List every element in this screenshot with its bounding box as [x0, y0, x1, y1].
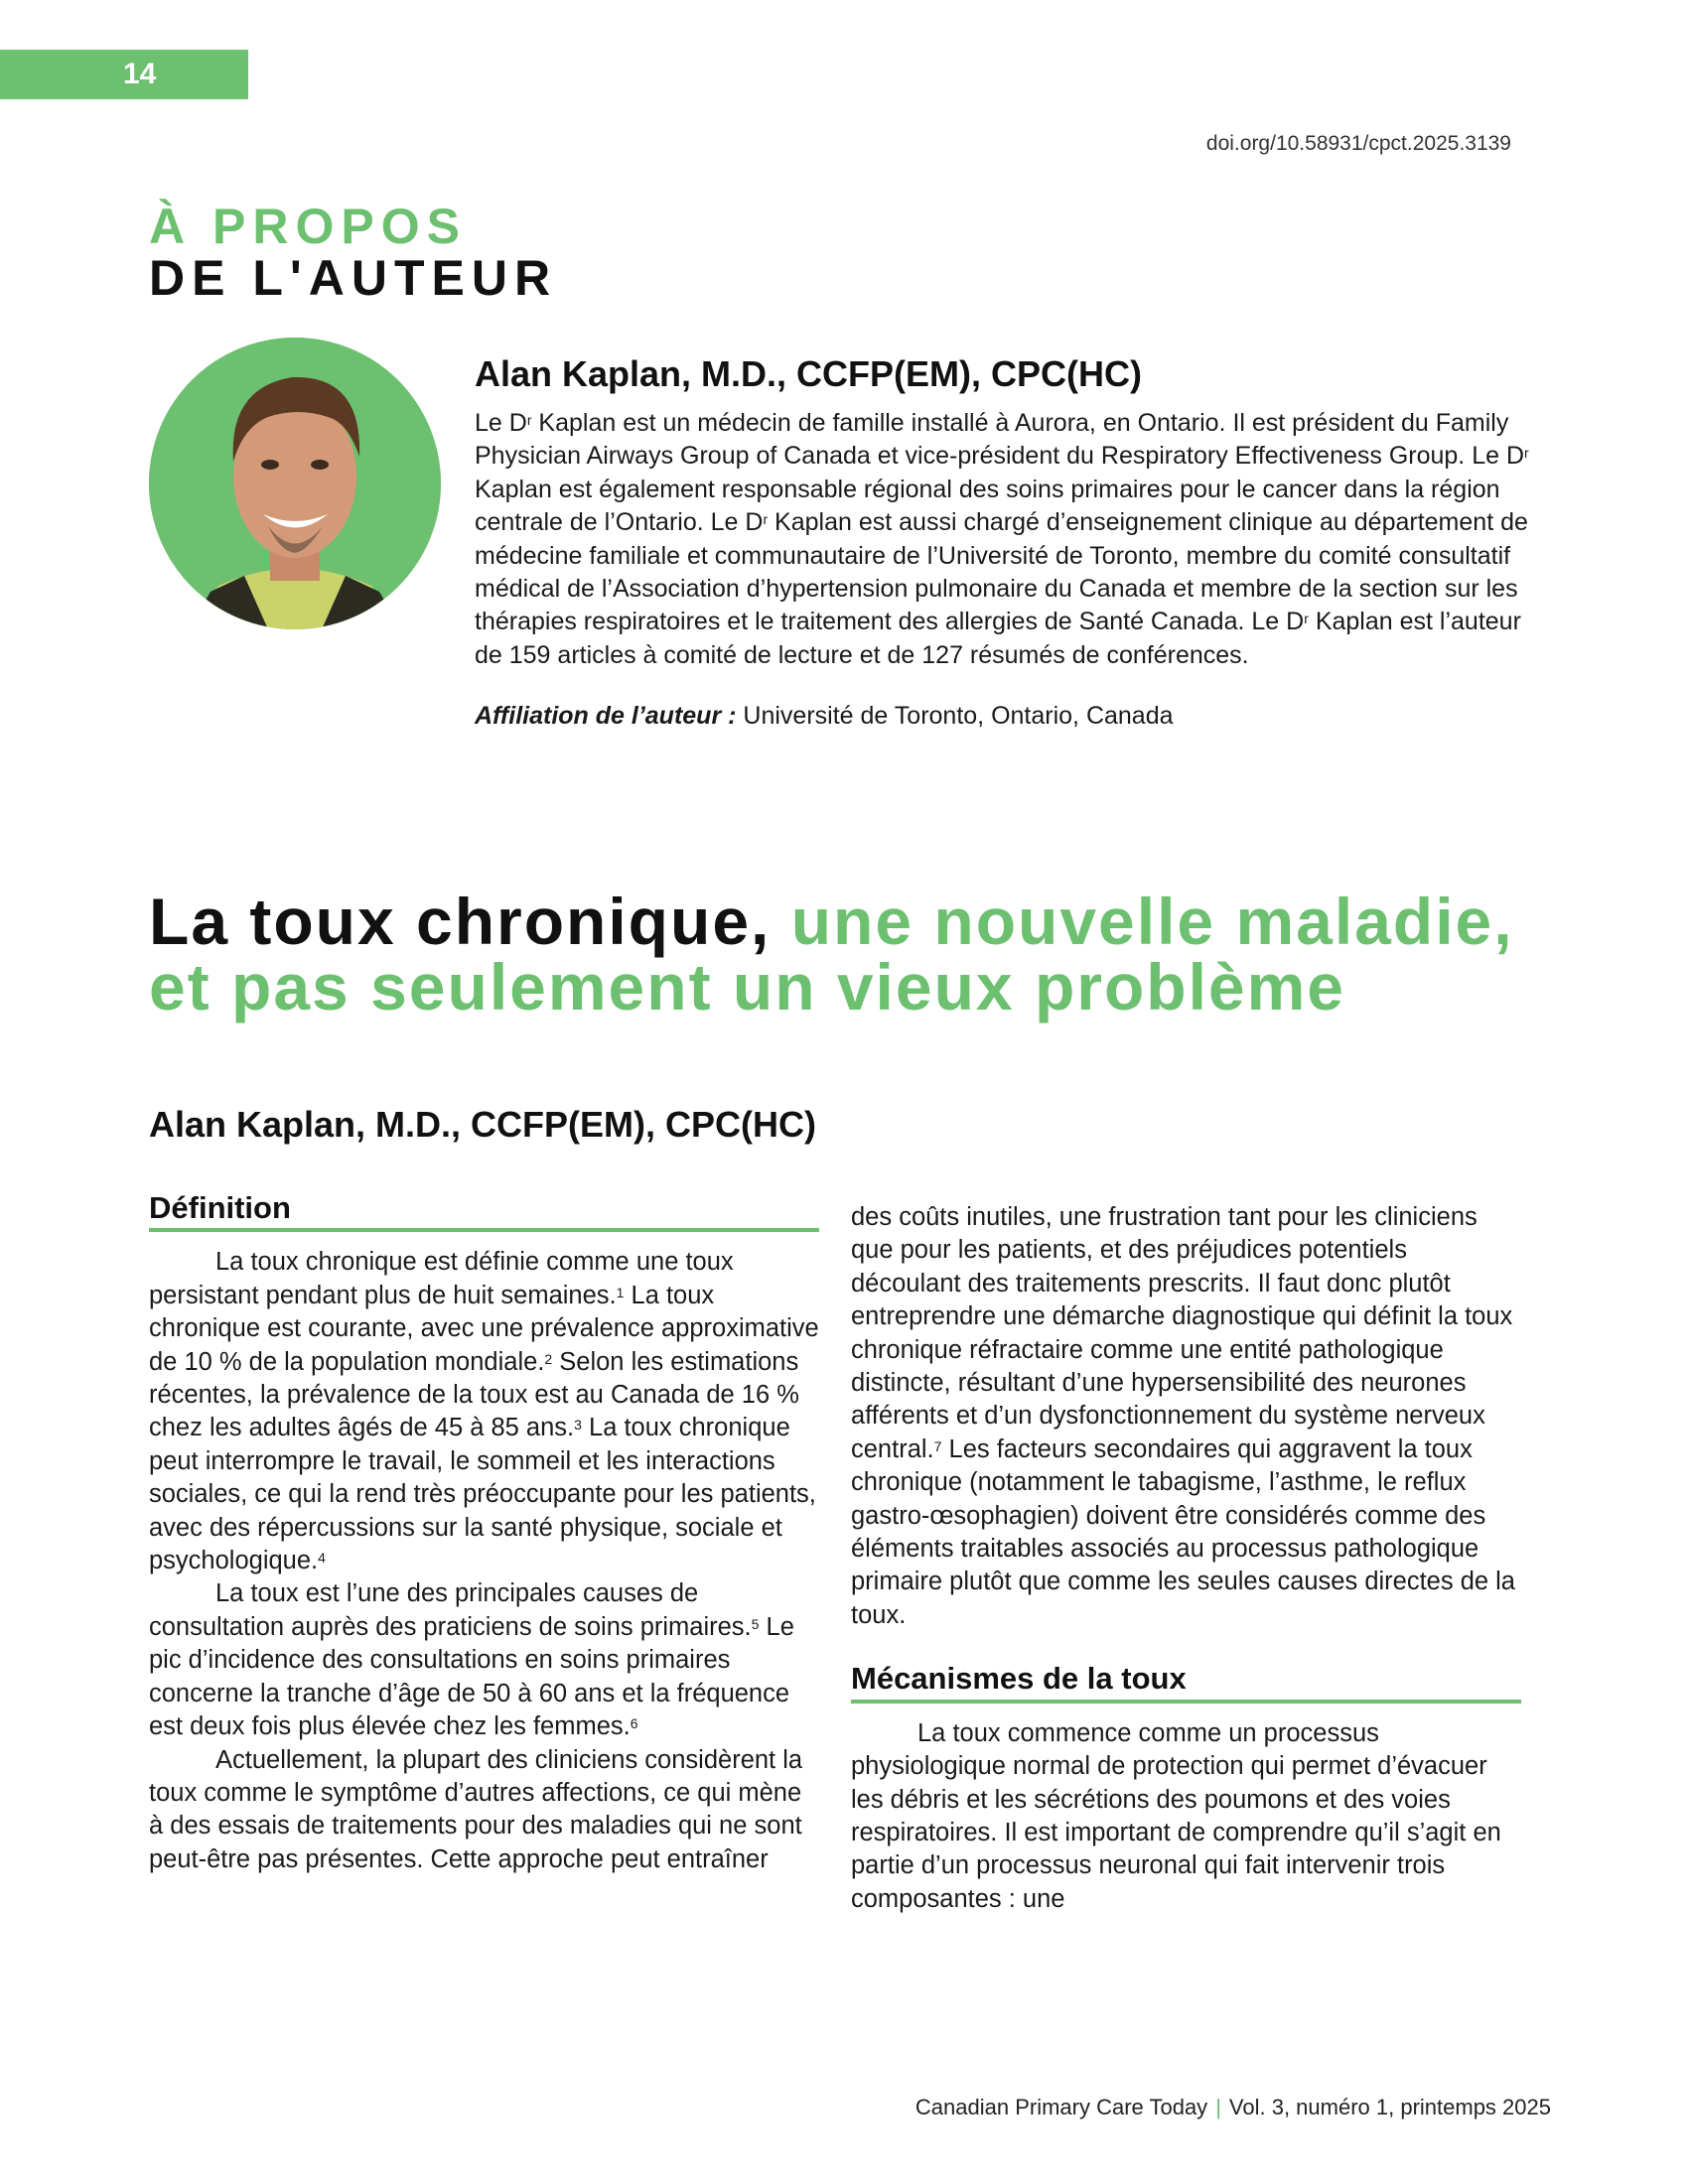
about-author-block — [475, 353, 1529, 731]
about-author-heading — [149, 201, 557, 304]
page-number-tab — [0, 50, 248, 99]
journal-name: Canadian Primary Care Today — [914, 2095, 1208, 2119]
left-column — [149, 1191, 819, 1876]
author-affiliation — [475, 702, 1529, 731]
section-heading-definition: Définition — [149, 1191, 819, 1232]
paragraph: La toux commence comme un processus physiologique normal de protection qui permet d’évacuer les débris et les sécrétions des poumons et des voies respiratoires. Il est important de comprendre qu’il s’agit en partie d’un processus neuronal qui fait intervenir trois composantes : une — [851, 1718, 1501, 1913]
about-heading-line2: DE L'AUTEUR — [149, 250, 558, 306]
author-bio: Le $D^r$ Kaplan est un médecin de famille installé à Aurora, en Ontario. Il est président du Family Physician Airways Group of Canada et vice-président du Respiratory Effectiveness Group. Le $D^r$ Kaplan est également responsable régional des soins primaires pour le cancer dans la région centrale de l’Ontario. Le $D^r$ Kaplan est aussi chargé d’enseignement clinique au département de médecine familiale et communautaire de l’Université de Toronto, membre du comité consultatif médical de l’Association d’hypertension pulmonaire du Canada et membre de la section sur les thérapies respiratoires et le traitement des allergies de Santé Canada. Le $D^r$ Kaplan est l’auteur de 159 articles à comité de lecture et de 127 résumés de conférences. — [475, 409, 1529, 669]
paragraph: La toux est l’une des principales causes de consultation auprès des praticiens de soins primaires.$^5$ Le pic d’incidence des consultations en soins primaires concerne la tranche d’âge de 50 à 60 ans et la fréquence est deux fois plus élevée chez les femmes.$^6$ — [149, 1579, 794, 1741]
footer-separator: | — [1215, 2095, 1221, 2119]
paragraph: La toux chronique est définie comme une toux persistant pendant plus de huit semaines.$^1$ La toux chronique est courante, avec une prévalence approximative de 10 % de la population mondiale.$^2$ Selon les estimations récentes, la prévalence de la toux est au Canada de 16 % chez les adultes âgés de 45 à 85 ans.$^3$ La toux chronique peut interrompre le travail, le sommeil et les interactions sociales, ce qui la rend très préoccupante pour les patients, avec des répercussions sur la santé physique, sociale et psychologique.$^4$ — [149, 1248, 819, 1575]
page-footer — [915, 2095, 1551, 2120]
footnote-ref: 4 — [318, 1550, 326, 1567]
issue-info: Vol. 3, numéro 1, printemps 2025 — [1228, 2095, 1551, 2119]
section-heading-mechanisms: Mécanismes de la toux — [851, 1662, 1521, 1703]
footnote-ref: 7 — [933, 1437, 942, 1454]
footnote-ref: 1 — [616, 1284, 625, 1300]
right-column — [851, 1201, 1521, 1916]
footnote-ref: r — [1304, 611, 1309, 627]
title-dark-part: La toux chronique, — [149, 885, 791, 958]
about-heading-line1: À PROPOS — [149, 199, 467, 254]
footnote-ref: r — [763, 511, 769, 528]
page-number: 14 — [123, 58, 157, 90]
article-title — [149, 885, 1559, 1024]
footnote-ref: 5 — [751, 1615, 760, 1632]
footnote-ref: r — [526, 412, 532, 428]
title-green-part: une nouvelle maladie, et pas seulement un vieux problème — [149, 885, 1514, 1024]
affiliation-label: Affiliation de l’auteur : — [475, 702, 737, 731]
paragraph: des coûts inutiles, une frustration tant pour les cliniciens que pour les patients, et des préjudices potentiels découlant des traitements prescrits. Il faut donc plutôt entreprendre une démarche diagnostique qui définit la toux chronique réfractaire comme une entité pathologique distincte, résultant d’une hypersensibilité des neurones afférents et d’un dysfonctionnement du système nerveux central.$^7$ Les facteurs secondaires qui aggravent la toux chronique (notamment le tabagisme, l’asthme, le reflux gastro-œsophagien) doivent être considérés comme des éléments traitables associés au processus pathologique primaire plutôt que comme les seules causes directes de la toux. — [851, 1203, 1515, 1629]
paragraph: Actuellement, la plupart des cliniciens considèrent la toux comme le symptôme d’autres affections, ce qui mène à des essais de traitements pour des maladies qui ne sont peut-être pas présentes. Cette approche peut entraîner — [149, 1745, 803, 1873]
footnote-ref: 3 — [574, 1417, 582, 1433]
affiliation-value: Université de Toronto, Ontario, Canada — [736, 702, 1174, 731]
author-portrait-image — [149, 338, 441, 629]
author-name: Alan Kaplan, M.D., CCFP(EM), CPC(HC) — [475, 353, 1142, 394]
author-photo — [149, 338, 441, 629]
footnote-ref: 6 — [630, 1715, 638, 1732]
article-byline: Alan Kaplan, M.D., CCFP(EM), CPC(HC) — [149, 1104, 816, 1145]
doi-link[interactable]: doi.org/10.58931/cpct.2025.3139 — [1205, 132, 1511, 155]
footnote-ref: 2 — [544, 1350, 553, 1367]
footnote-ref: r — [1524, 445, 1529, 462]
